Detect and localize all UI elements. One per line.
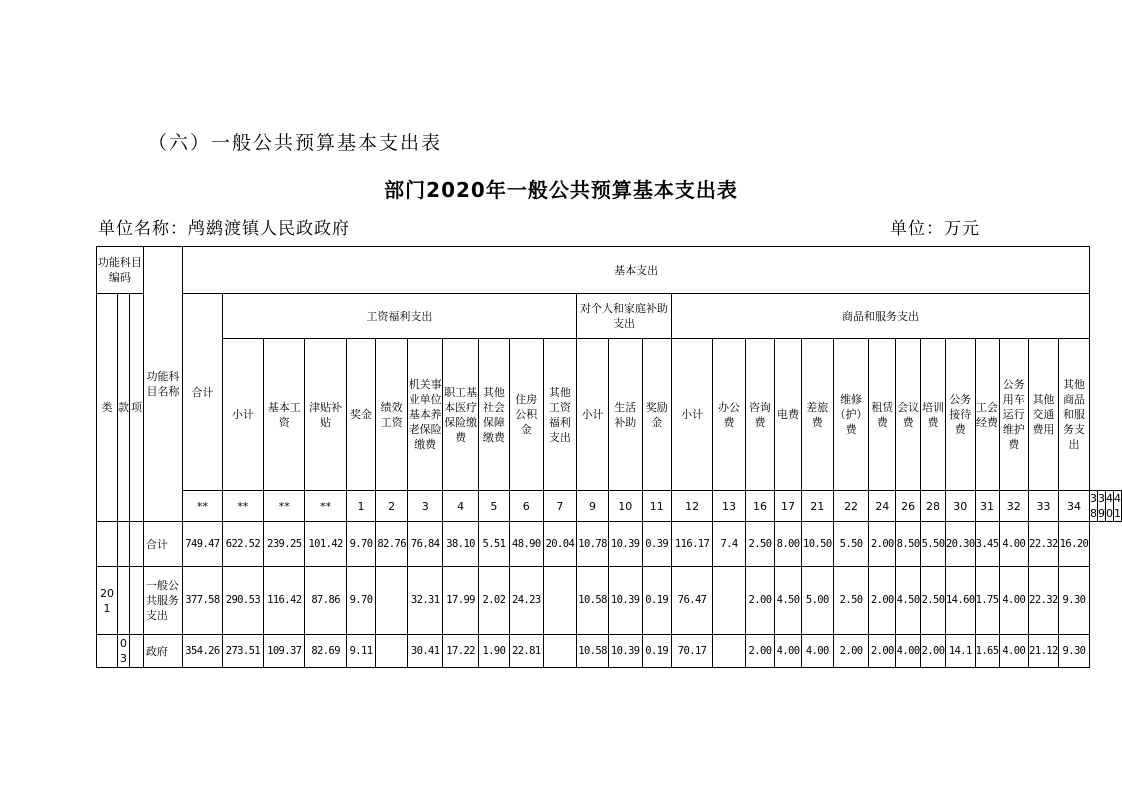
- value-cell: 8.00: [775, 522, 802, 567]
- value-cell: 82.76: [376, 522, 408, 567]
- value-cell: 4.50: [775, 567, 802, 635]
- value-cell: 5.51: [478, 522, 509, 567]
- code-cell: **: [183, 491, 223, 522]
- code-cell: 28: [921, 491, 946, 522]
- value-cell: 87.86: [305, 567, 346, 635]
- col-header: 差旅费: [801, 339, 833, 491]
- value-cell: 9.70: [346, 522, 375, 567]
- value-cell: 17.99: [443, 567, 478, 635]
- col-header: 绩效工资: [376, 339, 408, 491]
- row-xiang-cell: [130, 635, 144, 668]
- col-header: 工会经费: [975, 339, 999, 491]
- value-cell: [543, 635, 577, 668]
- salary-group-header: 工资福利支出: [222, 294, 576, 339]
- value-cell: [376, 635, 408, 668]
- value-cell: 2.00: [745, 567, 774, 635]
- value-cell: 116.42: [264, 567, 305, 635]
- col-header: 奖金: [346, 339, 375, 491]
- value-cell: 239.25: [264, 522, 305, 567]
- value-cell: 116.17: [671, 522, 712, 567]
- value-cell: 20.30: [945, 522, 975, 567]
- value-cell: 377.58: [183, 567, 223, 635]
- value-cell: 749.47: [183, 522, 223, 567]
- col-header: 机关事业单位基本养老保险缴费: [408, 339, 443, 491]
- row-lei-cell: [97, 522, 118, 567]
- code-cell: 5: [478, 491, 509, 522]
- value-cell: 273.51: [222, 635, 263, 668]
- value-cell: 7.4: [713, 522, 746, 567]
- value-cell: 10.50: [801, 522, 833, 567]
- code-cell: 41: [1114, 492, 1121, 520]
- value-cell: 4.00: [775, 635, 802, 668]
- col-header: 其他社会保障缴费: [478, 339, 509, 491]
- col-header: 奖励金: [642, 339, 671, 491]
- code-cell: 40: [1106, 492, 1113, 520]
- value-cell: 9.70: [346, 567, 375, 635]
- code-cell: 22: [833, 491, 869, 522]
- value-cell: [713, 635, 746, 668]
- col-header: 办公费: [713, 339, 746, 491]
- value-cell: 32.31: [408, 567, 443, 635]
- value-cell: 2.00: [869, 567, 896, 635]
- value-cell: 76.47: [671, 567, 712, 635]
- col-header: 基本工资: [264, 339, 305, 491]
- value-cell: 24.23: [510, 567, 544, 635]
- row-kuan-cell: [118, 567, 130, 635]
- col-header: 小计: [222, 339, 263, 491]
- code-cell: 31: [975, 491, 999, 522]
- value-cell: 48.90: [510, 522, 544, 567]
- col-header: 津贴补贴: [305, 339, 346, 491]
- code-row: [97, 491, 1122, 522]
- col-header: 其他交通费用: [1028, 339, 1058, 491]
- code-cell: 30: [945, 491, 975, 522]
- value-cell: 4.00: [896, 635, 921, 668]
- col-header: 生活补助: [608, 339, 642, 491]
- value-cell: 10.39: [608, 635, 642, 668]
- value-cell: 290.53: [222, 567, 263, 635]
- value-cell: 354.26: [183, 635, 223, 668]
- code-cell: 17: [775, 491, 802, 522]
- code-cell: 24: [869, 491, 896, 522]
- value-cell: 0.19: [642, 635, 671, 668]
- row-name-cell: 政府: [143, 635, 182, 668]
- col-header: 职工基本医疗保险缴费: [443, 339, 478, 491]
- code-cell: 38: [1090, 492, 1097, 520]
- value-cell: 1.65: [975, 635, 999, 668]
- func-code-header: 功能科目编码: [97, 247, 144, 294]
- code-cell: 7: [543, 491, 577, 522]
- xiang-header: 项: [130, 294, 144, 522]
- table-row: [97, 635, 1122, 668]
- code-cell: 33: [1028, 491, 1058, 522]
- value-cell: [543, 567, 577, 635]
- code-cell: 12: [671, 491, 712, 522]
- value-cell: 10.78: [577, 522, 609, 567]
- value-cell: 5.50: [833, 522, 869, 567]
- code-cell: 21: [801, 491, 833, 522]
- value-cell: [376, 567, 408, 635]
- col-header: 咨询费: [745, 339, 774, 491]
- col-header: 培训费: [921, 339, 946, 491]
- value-cell: 4.00: [801, 635, 833, 668]
- code-cell: **: [264, 491, 305, 522]
- col-header: 公务接待费: [945, 339, 975, 491]
- value-cell: 2.50: [921, 567, 946, 635]
- row-xiang-cell: [130, 567, 144, 635]
- section-title: （六）一般公共预算基本支出表: [148, 132, 443, 154]
- code-cell: 9: [577, 491, 609, 522]
- col-header: 小计: [577, 339, 609, 491]
- col-header: 会议费: [896, 339, 921, 491]
- personal-group-header: 对个人和家庭补助支出: [577, 294, 672, 339]
- value-cell: 2.00: [833, 635, 869, 668]
- value-cell: 2.50: [745, 522, 774, 567]
- value-cell: 2.50: [833, 567, 869, 635]
- value-cell: 21.12: [1028, 635, 1058, 668]
- value-cell: 10.39: [608, 522, 642, 567]
- basic-expenditure-header: 基本支出: [183, 247, 1090, 294]
- code-cell: 6: [510, 491, 544, 522]
- value-cell: 9.30: [1058, 635, 1089, 668]
- value-cell: 2.00: [745, 635, 774, 668]
- value-cell: 17.22: [443, 635, 478, 668]
- value-cell: 70.17: [671, 635, 712, 668]
- row-name-cell: 合计: [143, 522, 182, 567]
- row-name-cell: 一般公共服务支出: [143, 567, 182, 635]
- value-cell: 30.41: [408, 635, 443, 668]
- row-xiang-cell: [130, 522, 144, 567]
- value-cell: 38.10: [443, 522, 478, 567]
- code-cell: **: [305, 491, 346, 522]
- value-cell: 1.75: [975, 567, 999, 635]
- value-cell: 9.30: [1058, 567, 1089, 635]
- value-cell: 8.50: [896, 522, 921, 567]
- value-cell: 22.81: [510, 635, 544, 668]
- value-cell: 101.42: [305, 522, 346, 567]
- expenditure-table: [96, 246, 1122, 668]
- row-lei-cell: [97, 635, 118, 668]
- value-cell: 2.00: [869, 522, 896, 567]
- col-header: 其他商品和服务支出: [1058, 339, 1089, 491]
- value-cell: 4.00: [999, 567, 1028, 635]
- value-cell: 4.00: [999, 635, 1028, 668]
- code-cell: 32: [999, 491, 1028, 522]
- col-header: 公务用车运行维护费: [999, 339, 1028, 491]
- value-cell: 16.20: [1058, 522, 1089, 567]
- unit-name-label: 单位名称：鸬鹚渡镇人民政政府: [98, 219, 350, 239]
- lei-header: 类: [97, 294, 118, 522]
- value-cell: 4.00: [999, 522, 1028, 567]
- currency-unit-label: 单位：万元: [890, 219, 980, 239]
- col-header: 电费: [775, 339, 802, 491]
- value-cell: 9.11: [346, 635, 375, 668]
- value-cell: 2.02: [478, 567, 509, 635]
- value-cell: 14.1: [945, 635, 975, 668]
- col-header: 其他工资福利支出: [543, 339, 577, 491]
- value-cell: 2.00: [869, 635, 896, 668]
- value-cell: 109.37: [264, 635, 305, 668]
- goods-group-header: 商品和服务支出: [671, 294, 1089, 339]
- value-cell: 0.39: [642, 522, 671, 567]
- value-cell: 0.19: [642, 567, 671, 635]
- code-cell: 4: [443, 491, 478, 522]
- value-cell: 20.04: [543, 522, 577, 567]
- value-cell: 1.90: [478, 635, 509, 668]
- page-title: 部门2020年一般公共预算基本支出表: [384, 178, 738, 202]
- col-header: 维修（护）费: [833, 339, 869, 491]
- value-cell: 22.32: [1028, 567, 1058, 635]
- value-cell: 2.00: [921, 635, 946, 668]
- row-lei-cell: 201: [97, 567, 118, 635]
- value-cell: 10.58: [577, 635, 609, 668]
- value-cell: 4.50: [896, 567, 921, 635]
- code-cell: 16: [745, 491, 774, 522]
- table-row: [97, 567, 1122, 635]
- code-cell: **: [222, 491, 263, 522]
- value-cell: 3.45: [975, 522, 999, 567]
- row-kuan-cell: 03: [118, 635, 130, 668]
- value-cell: [713, 567, 746, 635]
- value-cell: 10.39: [608, 567, 642, 635]
- row-kuan-cell: [118, 522, 130, 567]
- code-cell: 2: [376, 491, 408, 522]
- table-row: [97, 522, 1122, 567]
- value-cell: 5.00: [801, 567, 833, 635]
- code-cell: 34: [1058, 491, 1089, 522]
- col-header: 租赁费: [869, 339, 896, 491]
- code-cell: 10: [608, 491, 642, 522]
- code-cell: 11: [642, 491, 671, 522]
- value-cell: 22.32: [1028, 522, 1058, 567]
- code-cell: 26: [896, 491, 921, 522]
- value-cell: 82.69: [305, 635, 346, 668]
- col-header: 住房公积金: [510, 339, 544, 491]
- value-cell: 10.58: [577, 567, 609, 635]
- value-cell: 622.52: [222, 522, 263, 567]
- value-cell: 5.50: [921, 522, 946, 567]
- code-cell: 39: [1098, 492, 1105, 520]
- code-cell: 13: [713, 491, 746, 522]
- value-cell: 76.84: [408, 522, 443, 567]
- func-name-header: 功能科目名称: [143, 247, 182, 522]
- total-header: 合计: [183, 294, 223, 491]
- col-header: 小计: [671, 339, 712, 491]
- code-cell: 1: [346, 491, 375, 522]
- code-cell: 3: [408, 491, 443, 522]
- kuan-header: 款: [118, 294, 130, 522]
- value-cell: 14.60: [945, 567, 975, 635]
